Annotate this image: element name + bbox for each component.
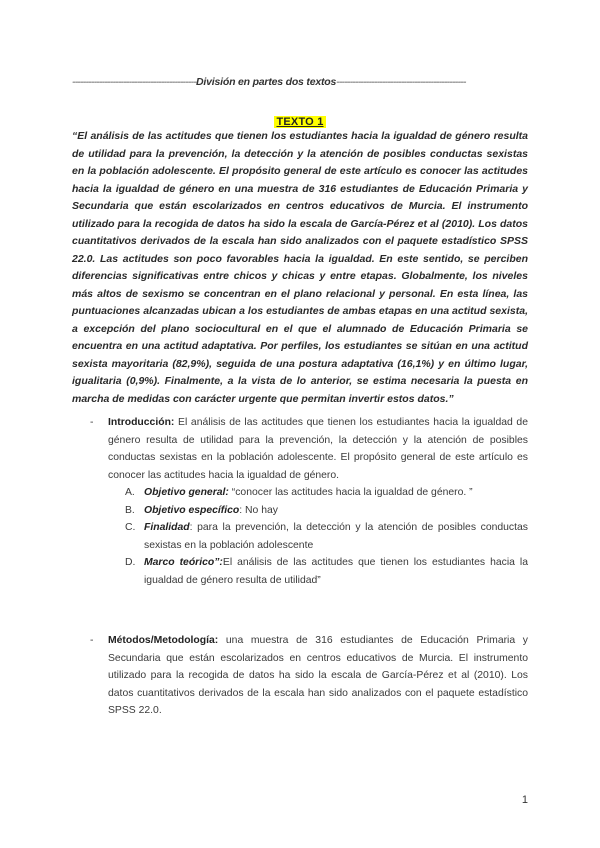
- sub-label: Marco teórico”:: [144, 557, 223, 568]
- sub-body: [144, 502, 528, 520]
- list-item: [72, 414, 528, 589]
- sub-body: [144, 484, 528, 502]
- metodos-text: una muestra de 316 estudiantes de Educación Primaria y Secundaria que están escolarizados en centros educativos de Murcia. El instrumento utilizado para la recogida de datos ha sido la escala de García-Pérez et al (2010). Los datos cuantitativos derivados de la escala han sido analizados con el paquete estadístico SPSS 22.0.: [108, 635, 528, 716]
- texto-label: TEXTO 1: [276, 116, 324, 128]
- bullet-body: [108, 632, 528, 720]
- sub-body: [144, 554, 528, 589]
- sub-text: El análisis de las actitudes que tienen los estudiantes hacia la igualdad de género resulta de utilidad”: [144, 557, 528, 586]
- sub-marker: B.: [125, 504, 135, 516]
- heading-title: División en partes dos textos: [196, 76, 337, 88]
- introduccion-text: El análisis de las actitudes que tienen los estudiantes hacia la igualdad de género resulta de utilidad para la prevención, la detección y la atención de posibles conductas sexistas en la población adolescente. El propósito general de este artículo es conocer las actitudes hacia la igualdad de género.: [108, 417, 528, 481]
- page-number: 1: [521, 794, 528, 806]
- sub-label: Objetivo general:: [144, 487, 229, 498]
- list-item: [72, 632, 528, 720]
- introduccion-sublist: [108, 484, 528, 589]
- metodos-section: [72, 632, 528, 720]
- sub-text: : para la prevención, la detección y la atención de posibles conductas sexistas en la población adolescente: [144, 522, 528, 551]
- section-heading: [72, 76, 528, 88]
- bullet-marker: -: [90, 417, 94, 428]
- list-item: [108, 484, 528, 502]
- sub-body: [144, 519, 528, 554]
- list-item: [108, 554, 528, 589]
- heading-dashes-left: ----------------------------------------------: [72, 76, 197, 88]
- sub-label: Finalidad: [144, 522, 190, 533]
- bullet-body: [108, 414, 528, 589]
- sub-marker: D.: [125, 557, 136, 568]
- list-item: [108, 502, 528, 520]
- bullet-marker: -: [90, 635, 94, 646]
- metodos-label: Métodos/Metodología:: [108, 635, 219, 646]
- sub-marker: C.: [125, 522, 136, 533]
- list-item: [108, 519, 528, 554]
- heading-dashes-right: ------------------------------------------------: [336, 76, 466, 88]
- quoted-abstract: “El análisis de las actitudes que tienen los estudiantes hacia la igualdad de género resulta de utilidad para la prevención, la detección y la atención de posibles conductas sexistas en la población adolescente. El propósito general de este artículo es conocer las actitudes hacia la igualdad de género en una muestra de 316 estudiantes de Educación Primaria y Secundaria que están escolarizados en centros educativos de Murcia. El instrumento utilizado para la recogida de datos ha sido la escala de García-Pérez et al (2010). Los datos cuantitativos derivados de la escala han sido analizados con el paquete estadístico SPSS 22.0. Las actitudes son poco favorables hacia la igualdad. En este sentido, se perciben diferencias significativas entre chicos y chicas y entre etapas. Globalmente, los niveles más altos de sexismo se concentran en el plano relacional y personal. En esta línea, las puntuaciones alcanzadas ubican a los estudiantes de ambas etapas en una actitud sexista, a excepción del plano sociocultural en el que el alumnado de Educación Primaria se encuentra en una actitud adaptativa. Por perfiles, los estudiantes se sitúan en una actitud sexista mayoritaria (82,9%), seguida de una postura adaptativa (16,1%) y en último lugar, igualitaria (0,9%). Finalmente, a la vista de lo anterior, se estima necesaria la puesta en marcha de medidas con carácter urgente que permitan invertir estos datos.”: [72, 130, 528, 405]
- sub-label: Objetivo específico: [144, 504, 240, 516]
- introduccion-label: Introducción:: [108, 417, 175, 428]
- introduccion-section: [72, 414, 528, 589]
- sub-text: “conocer las actitudes hacia la igualdad de género. ”: [228, 487, 473, 498]
- sub-marker: A.: [125, 487, 135, 498]
- sub-text: : No hay: [239, 504, 278, 516]
